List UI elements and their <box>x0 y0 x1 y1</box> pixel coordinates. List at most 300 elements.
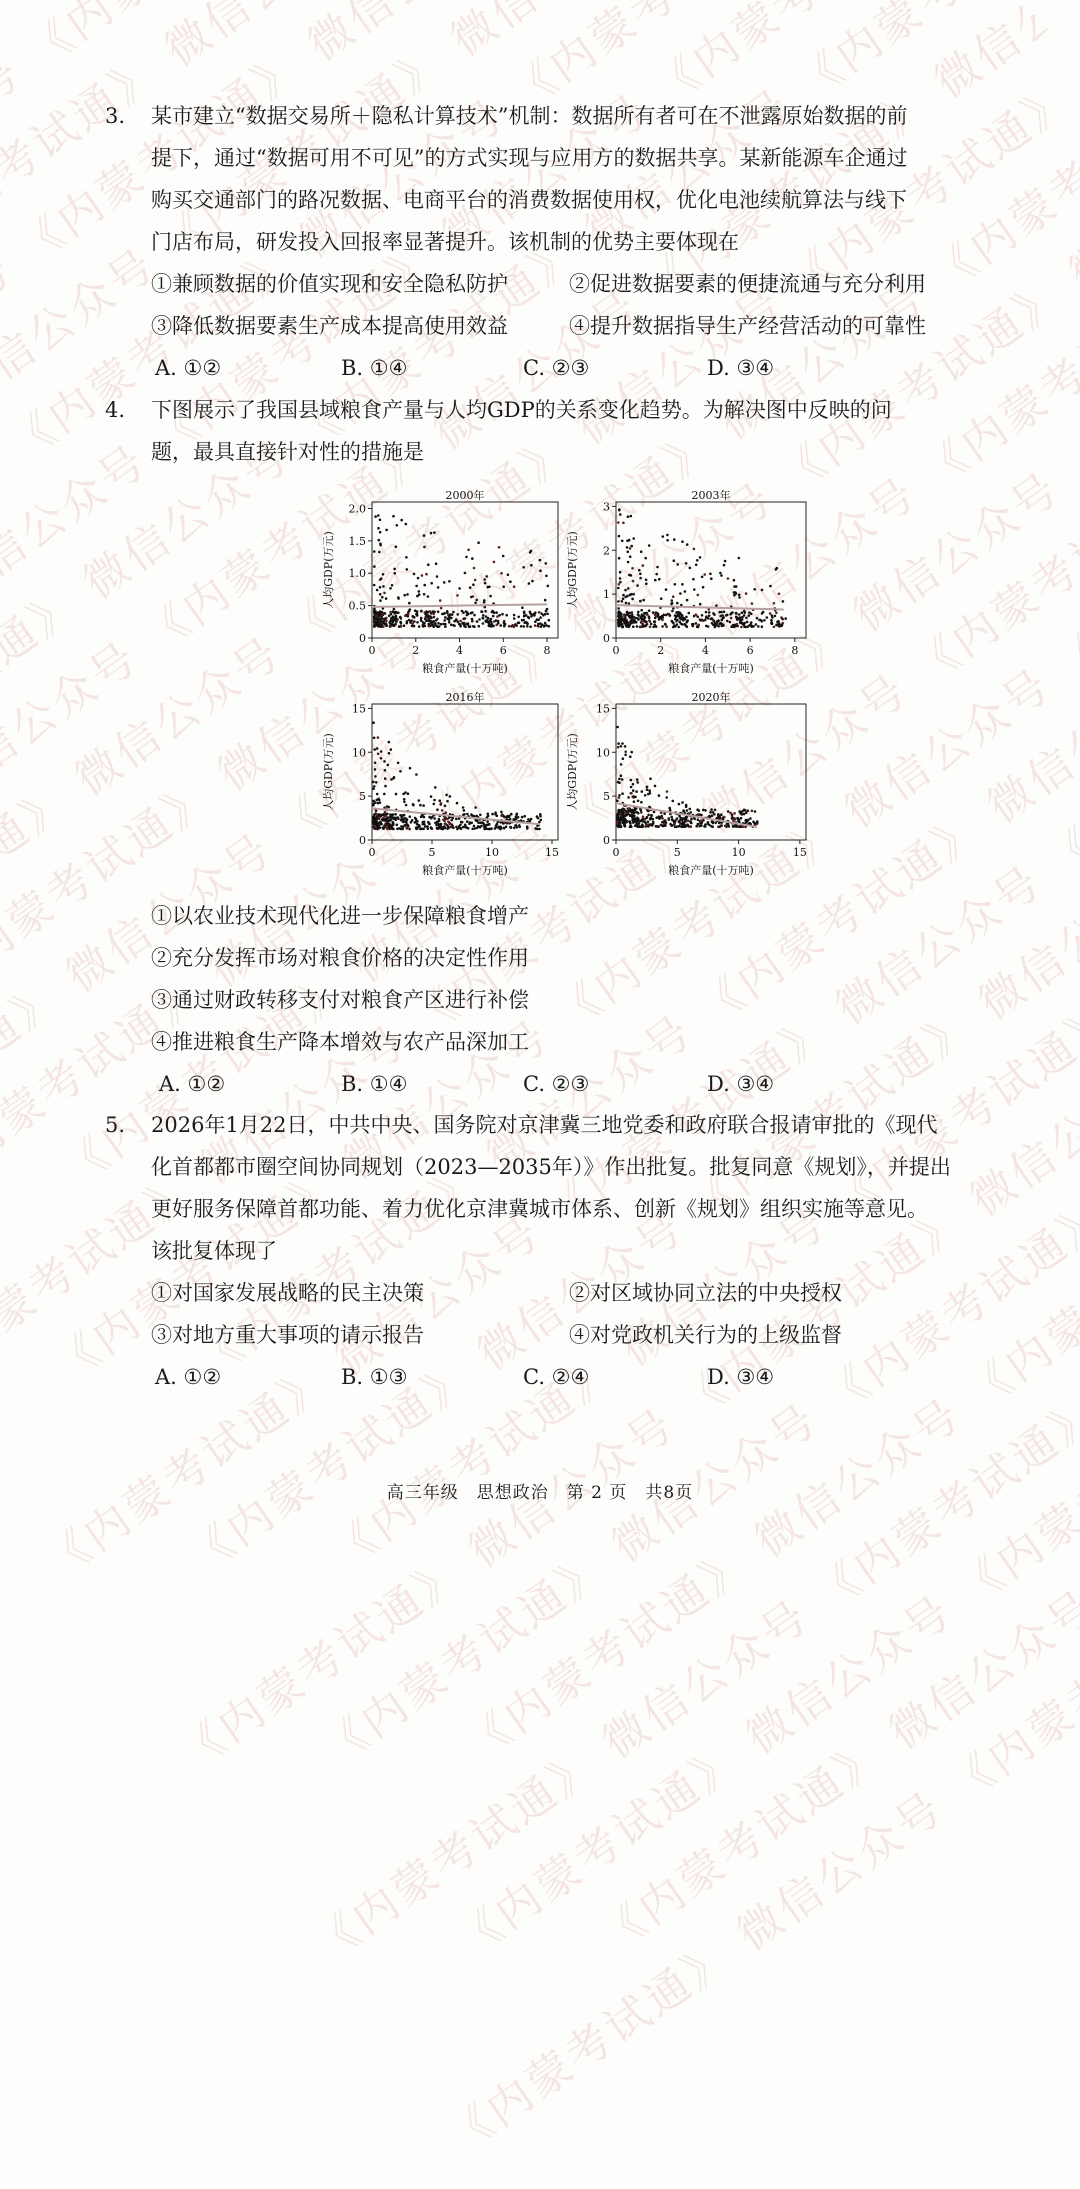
data-point <box>631 811 634 814</box>
data-point <box>617 521 620 524</box>
data-point <box>699 556 702 559</box>
data-point <box>704 825 707 828</box>
data-point <box>538 611 541 614</box>
data-point <box>621 792 624 795</box>
data-point <box>406 593 409 596</box>
data-point <box>521 606 524 609</box>
y-tick-label: 0 <box>603 632 610 645</box>
data-point <box>690 825 693 828</box>
data-point <box>637 611 640 614</box>
y-axis-label: 人均GDP(万元) <box>566 531 579 609</box>
statement-1: ①以农业技术现代化进一步保障粮食增产 <box>151 904 529 928</box>
data-point <box>389 611 392 614</box>
data-point <box>418 625 421 628</box>
data-point <box>484 610 487 613</box>
data-point <box>445 811 448 814</box>
answer-b[interactable]: B. ①④ <box>341 356 408 380</box>
data-point <box>385 620 388 623</box>
data-point <box>746 621 749 624</box>
data-point <box>466 820 469 823</box>
data-point <box>631 567 634 570</box>
data-point <box>463 809 466 812</box>
data-point <box>495 826 498 829</box>
data-point <box>376 589 379 592</box>
data-point <box>677 611 680 614</box>
data-point <box>661 817 664 820</box>
data-point <box>505 614 508 617</box>
data-point <box>627 515 630 518</box>
data-point <box>373 827 376 830</box>
data-point <box>441 809 444 812</box>
data-point <box>444 623 447 626</box>
data-point <box>372 781 375 784</box>
data-point <box>673 820 676 823</box>
data-point <box>373 584 376 587</box>
data-point <box>443 612 446 615</box>
data-point <box>738 820 741 823</box>
data-point <box>456 613 459 616</box>
data-point <box>427 563 430 566</box>
data-point <box>440 823 443 826</box>
data-point <box>479 814 482 817</box>
data-point <box>403 801 406 804</box>
x-tick-label: 10 <box>485 846 499 859</box>
data-point <box>761 612 764 615</box>
data-point <box>746 809 749 812</box>
data-point <box>774 615 777 618</box>
data-point <box>395 793 398 796</box>
data-point <box>419 804 422 807</box>
data-point <box>709 618 712 621</box>
data-point <box>548 619 551 622</box>
data-point <box>518 824 521 827</box>
data-point <box>418 590 421 593</box>
watermark-row: 《内蒙考试通》 微信公众号 《内蒙考试通》 <box>447 1381 1080 1968</box>
data-point <box>627 587 630 590</box>
data-point <box>619 581 622 584</box>
data-point <box>510 625 513 628</box>
statement-1: ①对国家发展战略的民主决策 <box>151 1281 424 1305</box>
data-point <box>447 617 450 620</box>
data-point <box>724 560 727 563</box>
data-point <box>624 820 627 823</box>
data-point <box>736 623 739 626</box>
data-point <box>407 825 410 828</box>
data-point <box>396 828 399 831</box>
data-point <box>384 785 387 788</box>
data-point <box>631 618 634 621</box>
data-point <box>618 509 621 512</box>
data-point <box>430 582 433 585</box>
y-tick-label: 2.0 <box>348 502 366 516</box>
scatter-chart-grid <box>310 488 820 888</box>
data-point <box>472 595 475 598</box>
data-point <box>420 617 423 620</box>
data-point <box>530 550 533 553</box>
answer-a[interactable]: A. ①② <box>159 1072 226 1096</box>
data-point <box>393 608 396 611</box>
data-point <box>421 574 424 577</box>
data-point <box>436 618 439 621</box>
y-tick-label: 0 <box>359 834 366 847</box>
y-axis-label: 人均GDP(万元) <box>322 531 335 609</box>
data-point <box>690 818 693 821</box>
data-point <box>652 611 655 614</box>
data-point <box>452 611 455 614</box>
stem-line: 该批复体现了 <box>151 1239 277 1263</box>
data-point <box>682 809 685 812</box>
data-point <box>374 768 377 771</box>
data-point <box>619 577 622 580</box>
data-point <box>384 811 387 814</box>
data-point <box>776 567 779 570</box>
data-point <box>761 589 764 592</box>
data-point <box>646 613 649 616</box>
data-point <box>384 777 387 780</box>
data-point <box>689 821 692 824</box>
data-point <box>629 825 632 828</box>
data-point <box>622 822 625 825</box>
data-point <box>530 615 533 618</box>
data-point <box>493 561 496 564</box>
data-point <box>624 745 627 748</box>
data-point <box>770 619 773 622</box>
data-point <box>374 617 377 620</box>
data-point <box>633 821 636 824</box>
answer-b[interactable]: B. ①④ <box>341 1072 408 1096</box>
data-point <box>622 597 625 600</box>
data-point <box>385 529 388 532</box>
data-point <box>471 618 474 621</box>
answer-c[interactable]: C. ②③ <box>523 356 590 380</box>
data-point <box>644 557 647 560</box>
answer-d[interactable]: D. ③④ <box>707 1072 775 1096</box>
data-point <box>405 804 408 807</box>
data-point <box>624 621 627 624</box>
data-point <box>685 804 688 807</box>
data-point <box>435 562 438 565</box>
data-point <box>652 821 655 824</box>
x-tick-label: 5 <box>428 846 436 859</box>
answer-d[interactable]: D. ③④ <box>707 1365 775 1389</box>
data-point <box>743 625 746 628</box>
data-point <box>726 620 729 623</box>
data-point <box>740 626 743 629</box>
data-point <box>440 623 443 626</box>
data-point <box>668 818 671 821</box>
data-point <box>433 616 436 619</box>
y-tick-label: 1 <box>603 588 610 602</box>
data-point <box>513 625 516 628</box>
question-number: 5. <box>105 1113 126 1137</box>
answer-d[interactable]: D. ③④ <box>707 356 775 380</box>
data-point <box>679 613 682 616</box>
data-point <box>383 622 386 625</box>
data-point <box>641 826 644 829</box>
data-point <box>671 621 674 624</box>
data-point <box>374 612 377 615</box>
question-number: 4. <box>105 398 126 422</box>
data-point <box>536 815 539 818</box>
answer-b[interactable]: B. ①③ <box>341 1365 408 1389</box>
data-point <box>718 822 721 825</box>
data-point <box>617 826 620 829</box>
data-point <box>700 814 703 817</box>
data-point <box>539 559 542 562</box>
data-point <box>544 613 547 616</box>
data-point <box>637 800 640 803</box>
data-point <box>686 599 689 602</box>
watermark-row: 《内蒙考试通》 微信公众号 《内蒙考试通》 <box>312 1190 1080 1776</box>
x-tick-label: 5 <box>673 846 681 859</box>
watermark-row: 《内蒙考试通》 微信公众号 《内蒙考试通》 微信公众号 《内蒙考试通》 <box>35 652 1080 1589</box>
data-point <box>740 817 743 820</box>
data-point <box>637 618 640 621</box>
data-point <box>763 619 766 622</box>
data-point <box>495 611 498 614</box>
data-point <box>642 564 645 567</box>
data-point <box>733 579 736 582</box>
data-point <box>373 785 376 788</box>
data-point <box>723 611 726 614</box>
data-point <box>537 625 540 628</box>
data-point <box>640 809 643 812</box>
data-point <box>699 822 702 825</box>
statement-4: ④提升数据指导生产经营活动的可靠性 <box>569 314 926 338</box>
data-point <box>448 580 451 583</box>
data-point <box>383 824 386 827</box>
data-point <box>402 793 405 796</box>
data-point <box>729 613 732 616</box>
data-point <box>476 620 479 623</box>
data-point <box>716 621 719 624</box>
data-point <box>630 545 633 548</box>
data-point <box>647 820 650 823</box>
data-point <box>423 816 426 819</box>
data-point <box>477 541 480 544</box>
data-point <box>496 823 499 826</box>
data-point <box>430 795 433 798</box>
data-point <box>727 577 730 580</box>
data-point <box>754 822 757 825</box>
data-point <box>528 582 531 585</box>
data-point <box>465 556 468 559</box>
y-tick-label: 5 <box>359 790 366 804</box>
data-point <box>658 794 661 797</box>
data-point <box>632 819 635 822</box>
data-point <box>693 588 696 591</box>
data-point <box>665 588 668 591</box>
data-point <box>735 585 738 588</box>
data-point <box>745 617 748 620</box>
data-point <box>676 619 679 622</box>
data-point <box>438 818 441 821</box>
data-point <box>639 616 642 619</box>
data-point <box>382 585 385 588</box>
data-point <box>645 579 648 582</box>
data-point <box>707 821 710 824</box>
data-point <box>617 607 620 610</box>
x-tick-label: 0 <box>612 644 620 657</box>
chart-title: 2000年 <box>445 489 485 502</box>
data-point <box>626 546 629 549</box>
data-point <box>515 624 518 627</box>
data-point <box>491 625 494 628</box>
data-point <box>443 619 446 622</box>
data-point <box>522 566 525 569</box>
watermark-row: 《内蒙考试通》 微信公众号 《内蒙考试通》 微信公众号 《内蒙考试通》 <box>53 259 1080 1196</box>
data-point <box>433 803 436 806</box>
data-point <box>743 610 746 613</box>
data-point <box>756 617 759 620</box>
data-point <box>636 826 639 829</box>
data-point <box>489 595 492 598</box>
data-point <box>440 607 443 610</box>
data-point <box>626 611 629 614</box>
answer-c[interactable]: C. ②③ <box>523 1072 590 1096</box>
data-point <box>497 620 500 623</box>
data-point <box>386 816 389 819</box>
data-point <box>649 823 652 826</box>
data-point <box>523 625 526 628</box>
data-point <box>712 624 715 627</box>
watermark-row: 《内蒙考试通》 微信公众号 《内蒙考试通》 微信公众号 <box>187 653 1080 1388</box>
x-tick-label: 15 <box>792 846 807 859</box>
data-point <box>617 742 620 745</box>
data-point <box>415 820 418 823</box>
data-point <box>738 594 741 597</box>
data-point <box>467 549 470 552</box>
data-point <box>625 814 628 817</box>
data-point <box>700 820 703 823</box>
answer-a[interactable]: A. ①② <box>155 356 222 380</box>
statement-3: ③降低数据要素生产成本提高使用效益 <box>151 314 508 338</box>
data-point <box>464 617 467 620</box>
data-point <box>379 543 382 546</box>
data-point <box>456 802 459 805</box>
data-point <box>383 592 386 595</box>
data-point <box>423 624 426 627</box>
stem-line: 下图展示了我国县域粮食产量与人均GDP的关系变化趋势。为解决图中反映的问 <box>151 398 892 422</box>
data-point <box>713 813 716 816</box>
data-point <box>438 826 441 829</box>
data-point <box>618 611 621 614</box>
data-point <box>676 817 679 820</box>
answer-c[interactable]: C. ②④ <box>523 1365 590 1389</box>
data-point <box>656 566 659 569</box>
data-point <box>471 557 474 560</box>
data-point <box>638 569 641 572</box>
data-point <box>473 567 476 570</box>
data-point <box>427 821 430 824</box>
data-point <box>411 622 414 625</box>
data-point <box>703 573 706 576</box>
answer-a[interactable]: A. ①② <box>155 1365 222 1389</box>
data-point <box>464 824 467 827</box>
data-point <box>626 540 629 543</box>
data-point <box>423 593 426 596</box>
data-point <box>618 796 621 799</box>
data-point <box>537 618 540 621</box>
data-point <box>485 575 488 578</box>
data-point <box>440 802 443 805</box>
data-point <box>648 789 651 792</box>
data-point <box>627 813 630 816</box>
data-point <box>376 793 379 796</box>
data-point <box>737 825 740 828</box>
data-point <box>735 592 738 595</box>
data-point <box>743 614 746 617</box>
data-point <box>395 545 398 548</box>
data-point <box>733 626 736 629</box>
data-point <box>450 624 453 627</box>
data-point <box>654 579 657 582</box>
data-point <box>482 823 485 826</box>
data-point <box>623 615 626 618</box>
data-point <box>463 813 466 816</box>
data-point <box>482 617 485 620</box>
x-tick-label: 0 <box>368 846 376 859</box>
statement-3: ③通过财政转移支付对粮食产区进行补偿 <box>151 988 529 1012</box>
data-point <box>624 754 627 757</box>
data-point <box>619 814 622 817</box>
data-point <box>400 624 403 627</box>
data-point <box>423 534 426 537</box>
data-point <box>771 621 774 624</box>
data-point <box>480 825 483 828</box>
data-point <box>427 611 430 614</box>
data-point <box>697 818 700 821</box>
data-point <box>500 811 503 814</box>
data-point <box>647 810 650 813</box>
data-point <box>521 619 524 622</box>
data-point <box>422 828 425 831</box>
data-point <box>735 612 738 615</box>
data-point <box>707 625 710 628</box>
data-point <box>471 620 474 623</box>
data-point <box>394 623 397 626</box>
watermark-row: 《内蒙考试通》 微信公众号 《内蒙考试通》 微信公众号 <box>178 850 1080 1585</box>
data-point <box>646 788 649 791</box>
data-point <box>688 612 691 615</box>
stem-line: 门店布局，研发投入回报率显著提升。该机制的优势主要体现在 <box>151 230 739 254</box>
data-point <box>530 564 533 567</box>
x-tick-label: 6 <box>746 644 754 657</box>
data-point <box>407 792 410 795</box>
data-point <box>382 818 385 821</box>
question-body <box>151 389 985 473</box>
data-point <box>699 619 702 622</box>
data-point <box>488 625 491 628</box>
data-point <box>684 624 687 627</box>
data-point <box>755 623 758 626</box>
data-point <box>506 815 509 818</box>
data-point <box>407 613 410 616</box>
data-point <box>498 614 501 617</box>
data-point <box>779 623 782 626</box>
question-body <box>151 1104 985 1398</box>
data-point <box>396 824 399 827</box>
data-point <box>461 821 464 824</box>
data-point <box>718 826 721 829</box>
data-point <box>416 613 419 616</box>
data-point <box>733 812 736 815</box>
data-point <box>381 617 384 620</box>
data-point <box>695 622 698 625</box>
data-point <box>539 815 542 818</box>
data-point <box>466 813 469 816</box>
statement-3: ③对地方重大事项的请示报告 <box>151 1323 424 1347</box>
